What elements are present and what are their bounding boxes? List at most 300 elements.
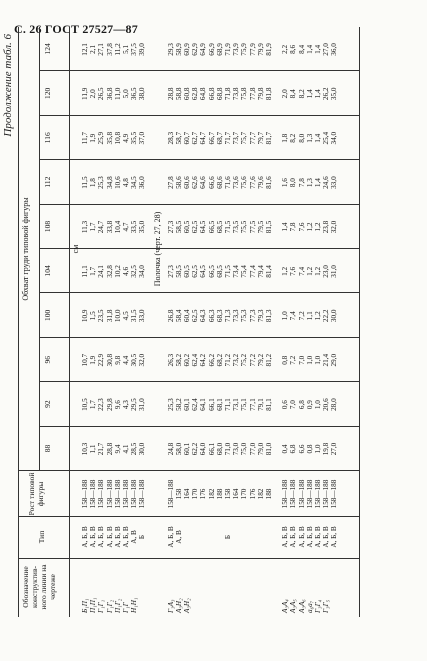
row-designation: А₃А₅ <box>289 599 298 613</box>
table-cell: 71,5 <box>224 220 232 234</box>
row-height: 158—188 <box>105 479 114 509</box>
table-cell: 1,2 <box>314 222 322 232</box>
row-designation: а₆а₇ <box>305 600 314 613</box>
table-cell: 68,5 <box>215 220 224 234</box>
table-cell: 68,8 <box>215 87 224 101</box>
table-cell: 79,3 <box>256 309 265 323</box>
table-cell: 60,9 <box>183 43 191 56</box>
table-cell: 5,1 <box>122 44 130 54</box>
table-cell: 68,1 <box>215 398 224 411</box>
table-cell: 6,6 <box>297 444 306 454</box>
table-cell: 75,9 <box>240 43 249 56</box>
table-cell: 81,4 <box>265 265 273 278</box>
row-type: А, Б, В <box>297 526 306 548</box>
row-type: А, Б, В <box>314 526 322 548</box>
table-cell: 1,7 <box>89 400 98 410</box>
row-height: 164 <box>183 488 191 500</box>
table-cell: 19,8 <box>322 442 331 456</box>
table-cell: 62,4 <box>191 353 200 367</box>
table-cell: 11,0 <box>113 87 122 100</box>
table-cell: 29,8 <box>105 398 114 411</box>
table-cell: 64,7 <box>199 131 208 145</box>
table-cell: 10,9 <box>81 309 89 323</box>
table-cell: 75,7 <box>240 131 249 145</box>
table-cell: 27,3 <box>166 265 175 278</box>
table-cell: 66,5 <box>207 220 216 234</box>
table-cell: 29,0 <box>330 353 339 367</box>
table-cell: 23,8 <box>322 220 331 234</box>
table-cell: 0,6 <box>281 400 290 410</box>
table-cell: 1,2 <box>314 266 322 276</box>
table-cell: 71,0 <box>224 442 232 456</box>
row-designation: Б₁П₁ <box>81 598 89 613</box>
table-cell: 68,0 <box>215 442 224 456</box>
row-height: 158—188 <box>122 479 130 509</box>
table-cell: 1,3 <box>305 133 314 143</box>
table-cell: 7,6 <box>289 266 298 276</box>
row-height: 188 <box>215 488 224 500</box>
table-cell: 35,0 <box>330 87 339 101</box>
table-cell: 6,8 <box>289 444 298 454</box>
size-header: 88 <box>43 444 52 453</box>
table-cell: 73,3 <box>232 309 241 323</box>
table-cell: 60,6 <box>183 176 191 189</box>
table-cell: 81,8 <box>265 87 273 101</box>
row-height: 158—188 <box>138 479 147 509</box>
table-cell: 25,3 <box>166 398 175 411</box>
table-cell: 25,9 <box>97 131 106 145</box>
table-cell: 73,7 <box>232 131 241 145</box>
size-header: 124 <box>43 43 52 55</box>
table-cell: 27,0 <box>330 442 339 456</box>
table-cell: 77,9 <box>248 43 257 56</box>
table-cell: 77,5 <box>248 220 257 234</box>
table-cell: 68,5 <box>215 265 224 278</box>
table-cell: 10,8 <box>113 131 122 145</box>
table-cell: 30,8 <box>105 353 114 367</box>
table-cell: 7,2 <box>297 311 306 321</box>
table-cell: 79,8 <box>256 87 265 101</box>
table-cell: 5,0 <box>122 89 130 99</box>
table-cell: 10,2 <box>113 265 122 278</box>
table-cell: 37,8 <box>105 43 114 56</box>
table-cell: 12,1 <box>81 43 89 56</box>
table-cell: 58,9 <box>174 43 183 56</box>
table-cell: 77,6 <box>248 176 257 189</box>
table-cell: 10,3 <box>81 442 89 456</box>
table-cell: 1,1 <box>89 444 98 454</box>
row-height: 158—188 <box>81 479 89 509</box>
row-type: А, Б, В <box>322 526 331 548</box>
table-cell: 1,0 <box>314 355 322 365</box>
table-cell: 35,8 <box>105 131 114 145</box>
table-cell: 1,8 <box>281 133 290 143</box>
table-cell: 75,0 <box>240 442 249 456</box>
table-cell: 1,3 <box>305 178 314 188</box>
table-cell: 1,9 <box>89 133 98 143</box>
row-type: А, Б, В <box>113 526 122 548</box>
table-cell: 36,0 <box>330 43 339 56</box>
column-rule <box>39 204 359 205</box>
table-cell: 75,4 <box>240 265 249 278</box>
column-rule <box>39 70 359 71</box>
table-cell: 2,0 <box>89 89 98 99</box>
continuation-label: Продолжение табл. 6 <box>2 34 14 137</box>
size-header: 116 <box>43 132 52 144</box>
table-cell: 7,4 <box>297 266 306 276</box>
table-cell: 62,7 <box>191 131 200 145</box>
row-designation: П₁Г₂ <box>113 598 122 613</box>
table-cell: 26,3 <box>166 353 175 367</box>
data-table <box>18 27 360 617</box>
table-cell: 28,8 <box>166 87 175 101</box>
table-cell: 71,9 <box>224 43 232 56</box>
row-height: 176 <box>199 488 208 500</box>
table-cell: 79,9 <box>256 43 265 56</box>
table-cell: 37,0 <box>138 131 147 145</box>
table-cell: 8,2 <box>297 89 306 99</box>
table-cell: 37,5 <box>130 43 139 56</box>
table-cell: 75,8 <box>240 87 249 101</box>
page-header: С. 26 ГОСТ 27527—87 <box>14 22 138 36</box>
table-cell: 31,5 <box>130 309 139 323</box>
table-cell: 66,3 <box>207 309 216 323</box>
table-cell: 71,2 <box>224 353 232 367</box>
table-cell: 7,4 <box>289 311 298 321</box>
row-type: А, В <box>130 530 139 544</box>
table-cell: 71,3 <box>224 309 232 323</box>
table-cell: 75,3 <box>240 309 249 323</box>
row-designation: Г₃А₃ <box>166 599 175 613</box>
row-height: 158—188 <box>89 479 98 509</box>
table-cell: 32,8 <box>105 265 114 278</box>
table-cell: 1,7 <box>89 266 98 276</box>
table-cell: 30,5 <box>130 353 139 367</box>
table-cell: 25,4 <box>322 131 331 145</box>
table-cell: 8,4 <box>297 44 306 54</box>
table-cell: 22,3 <box>97 398 106 411</box>
row-type: А, Б, В <box>81 526 89 548</box>
table-cell: 8,2 <box>289 133 298 143</box>
table-cell: 34,8 <box>105 176 114 189</box>
table-cell: 75,5 <box>240 220 249 234</box>
row-type: А, Б, В <box>166 526 175 548</box>
table-cell: 81,6 <box>265 176 273 189</box>
row-designation: Г₃Г₄ <box>314 599 322 613</box>
column-rule <box>39 337 359 338</box>
row-height: 158—188 <box>305 479 314 509</box>
table-cell: 36,8 <box>105 87 114 101</box>
row-height: 170 <box>191 488 200 500</box>
table-cell: 27,1 <box>97 43 106 56</box>
size-header: 108 <box>43 220 52 233</box>
table-cell: 68,9 <box>215 43 224 56</box>
table-cell: 60,5 <box>183 265 191 278</box>
column-rule <box>39 381 359 382</box>
table-cell: 62,9 <box>191 43 200 56</box>
table-cell: 21,4 <box>322 353 331 367</box>
row-height: 158—188 <box>330 479 339 509</box>
table-cell: 23,5 <box>97 309 106 323</box>
table-cell: 30,0 <box>138 442 147 456</box>
table-cell: 68,2 <box>215 353 224 367</box>
table-cell: 22,9 <box>97 353 106 367</box>
table-cell: 1,8 <box>89 178 98 188</box>
size-header: 120 <box>43 87 52 99</box>
table-cell: 32,0 <box>330 220 339 234</box>
table-cell: 26,5 <box>97 87 106 101</box>
row-height: 158—188 <box>314 479 322 509</box>
table-cell: 64,5 <box>199 220 208 234</box>
row-height: 170 <box>240 488 249 500</box>
table-cell: 81,5 <box>265 220 273 234</box>
table-cell: 58,8 <box>174 87 183 101</box>
table-cell: 66,1 <box>207 398 216 411</box>
table-cell: 73,0 <box>232 442 241 456</box>
table-cell: 77,8 <box>248 87 257 101</box>
table-cell: 81,0 <box>265 442 273 456</box>
row-height: 158—188 <box>289 479 298 509</box>
table-cell: 4,7 <box>122 222 130 232</box>
table-cell: 29,3 <box>166 43 175 56</box>
table-cell: 1,0 <box>314 400 322 410</box>
row-type: А, Б, В <box>330 526 339 548</box>
table-cell: 66,1 <box>207 442 216 456</box>
table-cell: 81,7 <box>265 131 273 145</box>
table-cell: 34,0 <box>330 131 339 145</box>
table-cell: 64,2 <box>199 353 208 367</box>
table-cell: 1,4 <box>281 222 290 232</box>
table-cell: 1,4 <box>314 89 322 99</box>
table-cell: 36,5 <box>130 87 139 101</box>
table-cell: 64,3 <box>199 309 208 323</box>
table-cell: 8,0 <box>289 178 298 188</box>
table-cell: 62,5 <box>191 265 200 278</box>
table-cell: 73,1 <box>232 398 241 411</box>
table-cell: 58,7 <box>174 131 183 145</box>
table-cell: 60,8 <box>183 87 191 101</box>
table-cell: 58,5 <box>174 220 183 234</box>
header-height: Рост типовой фигуры <box>27 472 45 516</box>
table-cell: 7,2 <box>289 355 298 365</box>
table-cell: 73,9 <box>232 43 241 56</box>
row-height: 164 <box>232 488 241 500</box>
table-cell: 79,1 <box>256 398 265 411</box>
table-cell: 60,2 <box>183 353 191 367</box>
table-cell: 2,0 <box>281 89 290 99</box>
table-cell: 24,1 <box>97 265 106 278</box>
table-cell: 7,0 <box>289 400 298 410</box>
column-rule <box>39 115 359 116</box>
table-cell: 7,0 <box>297 355 306 365</box>
table-cell: 58,0 <box>174 442 183 456</box>
row-height: 182 <box>256 488 265 500</box>
table-cell: 33,0 <box>330 176 339 189</box>
table-cell: 79,6 <box>256 176 265 189</box>
table-cell: 81,1 <box>265 398 273 411</box>
table-cell: 31,0 <box>330 265 339 278</box>
table-cell: 58,2 <box>174 398 183 411</box>
table-cell: 77,0 <box>248 442 257 456</box>
table-cell: 62,5 <box>191 220 200 234</box>
table-cell: 60,1 <box>183 442 191 456</box>
table-cell: 1,2 <box>314 311 322 321</box>
table-cell: 1,4 <box>314 44 322 54</box>
table-cell: 79,2 <box>256 353 265 367</box>
table-cell: 8,4 <box>289 89 298 99</box>
row-height: 158—188 <box>97 479 106 509</box>
table-cell: 66,2 <box>207 353 216 367</box>
row-designation: П₁П₁ <box>89 597 98 613</box>
table-cell: 77,3 <box>248 309 257 323</box>
table-cell: 28,8 <box>105 442 114 456</box>
table-cell: 0,8 <box>305 444 314 454</box>
size-header: 100 <box>43 309 52 321</box>
table-cell: 24,7 <box>97 220 106 234</box>
table-cell: 34,0 <box>138 265 147 278</box>
table-cell: 9,4 <box>113 444 122 454</box>
table-cell: 11,9 <box>81 87 89 100</box>
header-group-rule <box>39 27 40 471</box>
table-cell: 62,6 <box>191 176 200 189</box>
table-cell: 81,2 <box>265 353 273 367</box>
row-type: А, Б, В <box>122 526 130 548</box>
row-height: 158 <box>174 488 183 500</box>
row-height: 158—188 <box>281 479 290 509</box>
row-designation: А₃Н₂ <box>183 598 191 613</box>
table-cell: 25,3 <box>97 176 106 189</box>
table-cell: 27,8 <box>166 176 175 189</box>
table-cell: 1,2 <box>305 222 314 232</box>
table-cell: 8,0 <box>297 133 306 143</box>
row-height: 158—188 <box>166 479 175 509</box>
row-height: 158 <box>224 488 232 500</box>
row-designation: А₃А₆ <box>297 599 306 613</box>
size-header: 96 <box>43 355 52 364</box>
table-cell: 1,1 <box>305 311 314 321</box>
table-cell: 73,8 <box>232 87 241 101</box>
table-cell: 10,5 <box>81 398 89 411</box>
table-cell: 64,8 <box>199 87 208 101</box>
table-cell: 73,4 <box>232 265 241 278</box>
table-cell: 0,8 <box>281 355 290 365</box>
table-cell: 75,2 <box>240 353 249 367</box>
column-rule <box>39 426 359 427</box>
table-cell: 79,0 <box>256 442 265 456</box>
table-cell: 11,7 <box>81 132 89 145</box>
table-cell: 35,5 <box>130 131 139 145</box>
table-cell: 11,2 <box>113 43 122 56</box>
table-cell: 60,5 <box>183 220 191 234</box>
table-cell: 77,1 <box>248 398 257 411</box>
row-designation: Г₁Г <box>122 602 130 613</box>
table-cell: 58,2 <box>174 353 183 367</box>
table-cell: 79,5 <box>256 220 265 234</box>
table-cell: 1,2 <box>281 266 290 276</box>
table-cell: 27,0 <box>322 43 331 56</box>
table-cell: 26,2 <box>322 87 331 101</box>
table-cell: 4,5 <box>122 311 130 321</box>
table-cell: 10,6 <box>113 176 122 189</box>
row-type: А, Б, В <box>89 526 98 548</box>
table-cell: 66,6 <box>207 176 216 189</box>
table-cell: 77,2 <box>248 353 257 367</box>
unit-label: см <box>71 244 80 254</box>
table-cell: 62,5 <box>191 309 200 323</box>
table-cell: 66,7 <box>207 131 216 145</box>
table-cell: 4,4 <box>122 355 130 365</box>
table-cell: 28,0 <box>330 398 339 411</box>
size-header: 92 <box>43 400 52 408</box>
table-cell: 20,6 <box>322 398 331 411</box>
row-designation: А₃Н₂ <box>174 598 183 613</box>
row-height: 158—188 <box>322 479 331 509</box>
table-cell: 1,4 <box>305 89 314 99</box>
table-cell: 0,4 <box>281 444 290 454</box>
table-cell: 4,8 <box>122 178 130 188</box>
table-cell: 7,6 <box>297 222 306 232</box>
table-cell: 58,4 <box>174 309 183 323</box>
size-header: 104 <box>43 265 52 277</box>
table-cell: 71,6 <box>224 176 232 189</box>
table-cell: 33,8 <box>105 220 114 234</box>
table-cell: 31,0 <box>138 398 147 411</box>
row-height: 158—188 <box>130 479 139 509</box>
table-cell: 7,8 <box>297 178 306 188</box>
table-cell: 1,4 <box>314 178 322 188</box>
table-cell: 32,0 <box>138 353 147 367</box>
table-cell: 75,6 <box>240 176 249 189</box>
table-cell: 71,1 <box>224 398 232 411</box>
table-cell: 77,7 <box>248 131 257 145</box>
table-cell: 71,7 <box>224 131 232 145</box>
table-cell: 66,8 <box>207 87 216 101</box>
table-cell: 7,8 <box>289 222 298 232</box>
row-designation: Г₁Г₂ <box>105 599 114 613</box>
row-designation: Г₃Г₅ <box>322 599 331 613</box>
table-cell: 62,4 <box>191 398 200 411</box>
column-rule <box>39 159 359 160</box>
table-cell: 71,8 <box>224 87 232 101</box>
table-cell: 1,2 <box>305 266 314 276</box>
table-cell: 1,4 <box>305 44 314 54</box>
table-cell: 39,0 <box>138 43 147 56</box>
table-cell: 11,3 <box>81 220 89 234</box>
table-cell: 79,4 <box>256 265 265 278</box>
table-cell: 10,7 <box>81 353 89 367</box>
table-cell: 1,0 <box>305 355 314 365</box>
row-designation: Г₁Г₁ <box>97 599 106 613</box>
table-cell: 36,0 <box>138 176 147 189</box>
row-type: А, Б, В <box>305 526 314 548</box>
row-type: Б <box>224 534 232 540</box>
table-cell: 10,4 <box>113 220 122 234</box>
table-cell: 28,5 <box>130 442 139 456</box>
table-cell: 0,9 <box>305 400 314 410</box>
row-designation: А₃А₄ <box>281 599 290 613</box>
row-height: 158—188 <box>297 479 306 509</box>
table-cell: 64,0 <box>199 442 208 456</box>
table-cell: 4,3 <box>122 400 130 410</box>
table-cell: 64,9 <box>199 43 208 56</box>
table-cell: 24,6 <box>322 176 331 189</box>
header-chest: Обхват груди типовой фигуры <box>21 197 30 301</box>
table-cell: 66,5 <box>207 265 216 278</box>
table-cell: 4,6 <box>122 266 130 276</box>
table-cell: 62,2 <box>191 442 200 456</box>
table-cell: 60,1 <box>183 398 191 411</box>
table-cell: 73,2 <box>232 353 241 367</box>
